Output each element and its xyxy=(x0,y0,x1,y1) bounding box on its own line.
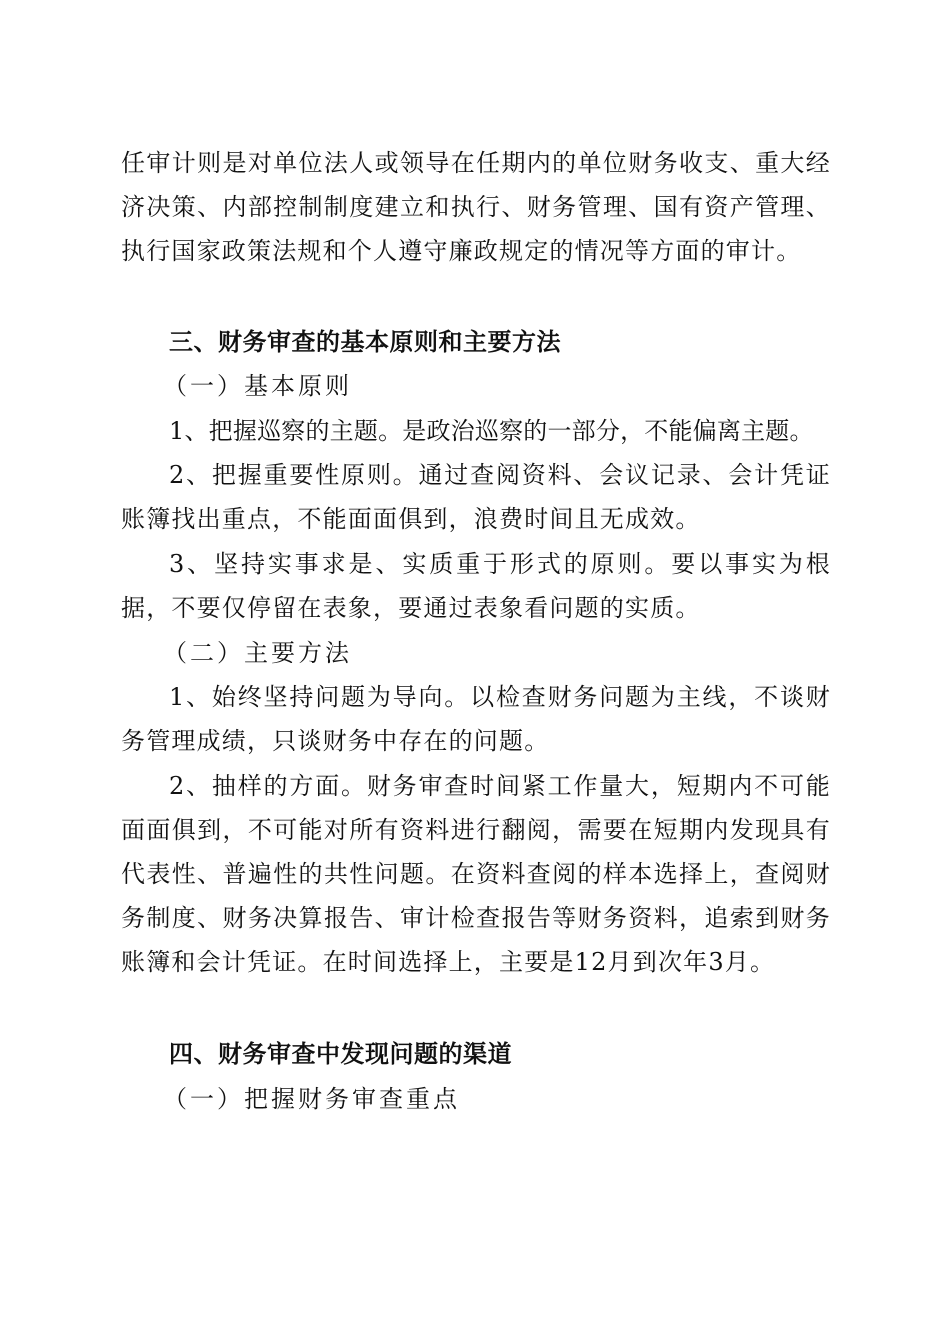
method-1: 1、始终坚持问题为导向。以检查财务问题为主线，不谈财务管理成绩，只谈财务中存在的问题。 xyxy=(121,683,831,755)
paragraph-continuation: 任审计则是对单位法人或领导在任期内的单位财务收支、重大经济决策、内部控制制度建立和执行、财务管理、国有资产管理、执行国家政策法规和个人遵守廉政规定的情况等方面的审计。 xyxy=(121,149,831,265)
section-heading-4: 四、财务审查中发现问题的渠道 xyxy=(169,1040,512,1068)
subheading-main-methods: （二）主要方法 xyxy=(163,639,352,667)
principle-2: 2、把握重要性原则。通过查阅资料、会议记录、会计凭证账簿找出重点，不能面面俱到，浪费时间且无成效。 xyxy=(121,461,831,533)
method-2: 2、抽样的方面。财务审查时间紧工作量大，短期内不可能面面俱到，不可能对所有资料进行翻阅，需要在短期内发现具有代表性、普遍性的共性问题。在资料查阅的样本选择上，查阅财务制度、财务决算报告、审计检查报告等财务资料，追索到财务账簿和会计凭证。在时间选择上，主要是12月到次年3月。 xyxy=(121,772,831,976)
principle-1: 1、把握巡察的主题。是政治巡察的一部分，不能偏离主题。 xyxy=(169,417,814,445)
subheading-basic-principles: （一）基本原则 xyxy=(163,372,352,400)
subheading-audit-focus: （一）把握财务审查重点 xyxy=(163,1085,460,1113)
section-heading-3: 三、财务审查的基本原则和主要方法 xyxy=(169,328,561,356)
principle-3: 3、坚持实事求是、实质重于形式的原则。要以事实为根据，不要仅停留在表象，要通过表象看问题的实质。 xyxy=(121,550,831,622)
